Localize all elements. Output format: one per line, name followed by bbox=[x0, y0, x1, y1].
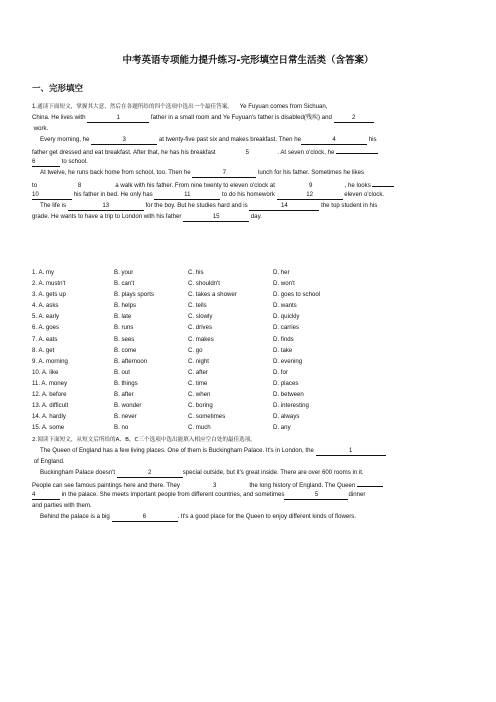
option-c[interactable]: C. shouldn't bbox=[188, 280, 220, 288]
options-row-1 bbox=[32, 269, 466, 280]
passage-line bbox=[32, 123, 466, 134]
passage-line bbox=[32, 456, 466, 467]
blank-5[interactable]: 5 bbox=[217, 149, 277, 156]
passage-text: of England. bbox=[33, 458, 65, 465]
passage-line bbox=[32, 489, 466, 500]
option-b[interactable]: B. helps bbox=[114, 302, 137, 310]
blank-1[interactable]: 1 bbox=[316, 447, 386, 456]
option-b[interactable]: B. come bbox=[114, 346, 137, 354]
option-a[interactable]: 9. A. morning bbox=[32, 357, 68, 365]
option-b[interactable]: B. sees bbox=[114, 335, 135, 343]
question-1-options bbox=[32, 269, 466, 435]
option-d[interactable]: D. places bbox=[273, 379, 299, 387]
passage-text: a walk with his father. From nine twenty to eleven o'clock at bbox=[115, 182, 275, 189]
passage-text: father get dressed and eat breakfast. After that, he has his breakfast bbox=[32, 149, 216, 156]
option-c[interactable]: C. tells bbox=[188, 302, 207, 310]
option-a[interactable]: 6. A. goes bbox=[32, 324, 60, 332]
passage-line bbox=[32, 200, 466, 211]
blank-4[interactable]: 4 bbox=[32, 491, 60, 500]
option-c[interactable]: C. boring bbox=[188, 402, 213, 410]
option-d[interactable]: D. wants bbox=[273, 302, 297, 310]
passage-text: his father in bed. He only has bbox=[73, 191, 153, 198]
blank-2[interactable]: 2 bbox=[334, 114, 374, 123]
passage-line bbox=[32, 156, 466, 167]
blank-3[interactable]: 3 bbox=[91, 136, 157, 145]
option-c[interactable]: C. night bbox=[188, 357, 210, 365]
option-d[interactable]: D. finds bbox=[273, 335, 294, 343]
option-d[interactable]: D. between bbox=[273, 391, 304, 399]
blank-2[interactable]: 2 bbox=[117, 469, 183, 478]
blank-15[interactable]: 15 bbox=[183, 213, 249, 222]
options-row-9 bbox=[32, 358, 466, 369]
option-d[interactable]: D. take bbox=[273, 346, 293, 354]
instruction-text: 通读下面短文，掌握其大意，然后在各题所给的四个选项中选出一个最佳答案。 bbox=[37, 104, 233, 110]
option-b[interactable]: B. wonder bbox=[114, 402, 142, 410]
option-a[interactable]: 10. A. like bbox=[32, 368, 59, 376]
passage-text: the long history of England. The Queen bbox=[249, 482, 356, 489]
option-c[interactable]: C. drives bbox=[188, 324, 213, 332]
options-row-10 bbox=[32, 369, 466, 380]
passage-line bbox=[32, 178, 466, 189]
options-row-5 bbox=[32, 313, 466, 324]
option-c[interactable]: C. time bbox=[188, 379, 208, 387]
blank-6[interactable]: 6 bbox=[32, 158, 60, 167]
page-title: 中考英语专项能力提升练习-完形填空日常生活类（含答案） bbox=[122, 55, 374, 66]
passage-line bbox=[32, 134, 466, 145]
option-a[interactable]: 5. A. early bbox=[32, 313, 60, 321]
passage-line bbox=[32, 189, 466, 200]
option-b[interactable]: B. can't bbox=[114, 280, 135, 288]
passage-text: to do his homework bbox=[222, 191, 275, 198]
blank-12[interactable]: 12 bbox=[277, 191, 343, 200]
passage-text: The life is bbox=[40, 202, 67, 209]
section-heading: 一、完形填空 bbox=[32, 84, 84, 94]
options-row-3 bbox=[32, 291, 466, 302]
passage-line bbox=[32, 467, 466, 478]
blank-11[interactable]: 11 bbox=[154, 191, 220, 200]
options-row-13 bbox=[32, 402, 466, 413]
options-row-14 bbox=[32, 413, 466, 424]
passage-text: lunch for his father. Sometimes he likes bbox=[258, 169, 365, 176]
option-b[interactable]: B. afternoon bbox=[114, 357, 148, 365]
passage-text: China. He lives with bbox=[32, 114, 86, 121]
passage-text: to bbox=[32, 182, 38, 189]
option-d[interactable]: D. evening bbox=[273, 357, 303, 365]
passage-line bbox=[32, 445, 466, 456]
blank-1[interactable]: 1 bbox=[87, 114, 149, 123]
option-b[interactable]: B. things bbox=[114, 379, 138, 387]
passage-text: special outside, but it's great inside. There are over 600 rooms in it. bbox=[182, 469, 364, 476]
option-b[interactable]: B. late bbox=[114, 313, 132, 321]
option-b[interactable]: B. your bbox=[114, 269, 134, 276]
option-c[interactable]: C. when bbox=[188, 391, 211, 399]
passage-line bbox=[32, 500, 466, 511]
blank-7[interactable]: 7 bbox=[192, 169, 256, 178]
passage-text: People can see famous paintings here and there. They bbox=[32, 482, 180, 489]
option-d[interactable]: D. for bbox=[273, 368, 288, 376]
option-a[interactable]: 14. A. hardly bbox=[32, 413, 66, 421]
question-2-passage bbox=[32, 434, 466, 522]
option-a[interactable]: 4. A. asks bbox=[32, 302, 59, 310]
options-row-6 bbox=[32, 324, 466, 335]
option-b[interactable]: B. out bbox=[114, 368, 130, 376]
option-d[interactable]: D. quickly bbox=[273, 313, 300, 321]
option-a[interactable]: 8. A. get bbox=[32, 346, 55, 354]
option-a[interactable]: 2. A. mustn't bbox=[32, 280, 66, 288]
option-d[interactable]: D. won't bbox=[273, 280, 295, 288]
question-1-passage bbox=[32, 101, 466, 222]
blank-9[interactable]: 9 bbox=[277, 182, 345, 189]
option-c[interactable]: C. makes bbox=[188, 335, 214, 343]
passage-text: at twenty-five past six and makes breakfast. Then he bbox=[158, 136, 302, 143]
passage-line bbox=[32, 211, 466, 222]
option-b[interactable]: B. never bbox=[114, 413, 137, 421]
passage-text: The Queen of England has a few living places. One of them is Buckingham Palace. It's in London, the bbox=[40, 447, 314, 454]
options-row-12 bbox=[32, 391, 466, 402]
passage-text: . At seven o'clock, he bbox=[277, 149, 335, 156]
blank-14[interactable]: 14 bbox=[249, 202, 319, 211]
option-c[interactable]: C. sometimes bbox=[188, 413, 226, 421]
passage-line bbox=[32, 478, 466, 489]
option-d[interactable]: D. her bbox=[273, 269, 290, 276]
option-d[interactable]: D. carries bbox=[273, 324, 300, 332]
passage-text: the top student in his bbox=[321, 202, 378, 209]
blank-13[interactable]: 13 bbox=[68, 202, 144, 211]
passage-text: for the boy. But he studies hard and is bbox=[145, 202, 248, 209]
blank-8[interactable]: 8 bbox=[46, 182, 114, 189]
passage-line bbox=[32, 434, 466, 445]
option-d[interactable]: D. interesting bbox=[273, 402, 309, 410]
passage-line bbox=[32, 112, 466, 123]
option-c[interactable]: C. much bbox=[188, 424, 211, 432]
options-row-11 bbox=[32, 380, 466, 391]
passage-text: grade. He wants to have a trip to London with his father bbox=[32, 213, 182, 220]
option-a[interactable]: 1. A. my bbox=[32, 269, 55, 276]
option-a[interactable]: 3. A. gets up bbox=[32, 291, 66, 299]
option-c[interactable]: C. slowly bbox=[188, 313, 213, 321]
option-d[interactable]: D. always bbox=[273, 413, 300, 421]
option-d[interactable]: D. goes to school bbox=[273, 291, 321, 299]
blank-4[interactable]: 4 bbox=[301, 136, 367, 145]
option-b[interactable]: B. no bbox=[114, 424, 129, 432]
passage-text: father in a small room and Ye Fuyuan's father is disabled(残疾) and bbox=[150, 114, 332, 121]
option-b[interactable]: B. runs bbox=[114, 324, 134, 332]
option-a[interactable]: 13. A. difficult bbox=[32, 402, 69, 410]
passage-text: day. bbox=[250, 213, 262, 220]
blank-6-end[interactable] bbox=[336, 145, 378, 154]
option-c[interactable]: C. go bbox=[188, 346, 203, 354]
options-row-2 bbox=[32, 280, 466, 291]
option-b[interactable]: B. after bbox=[114, 391, 134, 399]
passage-line bbox=[32, 167, 466, 178]
option-c[interactable]: C. after bbox=[188, 368, 208, 376]
passage-text: Every morning, he bbox=[40, 136, 90, 143]
passage-line bbox=[32, 511, 466, 522]
passage-text: Buckingham Palace doesn't bbox=[40, 469, 116, 476]
passage-text: Behind the palace is a big bbox=[40, 513, 110, 520]
question-number: 1. bbox=[32, 103, 38, 110]
blank-10-end[interactable] bbox=[372, 178, 394, 187]
blank-5[interactable]: 5 bbox=[284, 491, 348, 500]
option-c[interactable]: C. his bbox=[188, 269, 204, 276]
passage-text: in the palace. She meets important people from different countries, and sometimes bbox=[61, 491, 285, 498]
passage-text: eleven o'clock. bbox=[344, 191, 385, 198]
passage-text: , he looks bbox=[344, 182, 371, 189]
blank-10[interactable]: 10 bbox=[32, 191, 72, 200]
instruction-text: 2.阅读下面短文，从短文后所给的A、B、C三个选项中选出能填入相应空白处的最佳选项。 bbox=[32, 437, 256, 443]
passage-text: work. bbox=[33, 125, 49, 132]
option-a[interactable]: 12. A. before bbox=[32, 391, 67, 399]
blank-3[interactable]: 3 bbox=[182, 482, 248, 489]
passage-line bbox=[32, 101, 466, 112]
option-d[interactable]: D. any bbox=[273, 424, 291, 432]
option-a[interactable]: 11. A. money bbox=[32, 379, 68, 387]
passage-text: At twelve, he runs back home from school, too. Then he bbox=[40, 169, 191, 176]
option-c[interactable]: C. takes a shower bbox=[188, 291, 237, 299]
option-a[interactable]: 15. A. some bbox=[32, 424, 65, 432]
passage-text: to school. bbox=[61, 158, 88, 165]
option-a[interactable]: 7. A. eats bbox=[32, 335, 58, 343]
passage-text: . It's a good place for the Queen to enjoy different kinds of flowers. bbox=[177, 513, 357, 520]
passage-text: and parties with them. bbox=[32, 502, 92, 509]
blank-4-end[interactable] bbox=[357, 478, 383, 487]
passage-text: Ye Fuyuan comes from Sichuan, bbox=[239, 103, 328, 110]
passage-text: dinner bbox=[348, 491, 366, 498]
option-b[interactable]: B. plays sports bbox=[114, 291, 154, 299]
blank-6[interactable]: 6 bbox=[112, 513, 178, 522]
passage-text: his bbox=[368, 136, 377, 143]
options-row-7 bbox=[32, 336, 466, 347]
passage-line bbox=[32, 145, 466, 156]
options-row-8 bbox=[32, 347, 466, 358]
options-row-4 bbox=[32, 302, 466, 313]
